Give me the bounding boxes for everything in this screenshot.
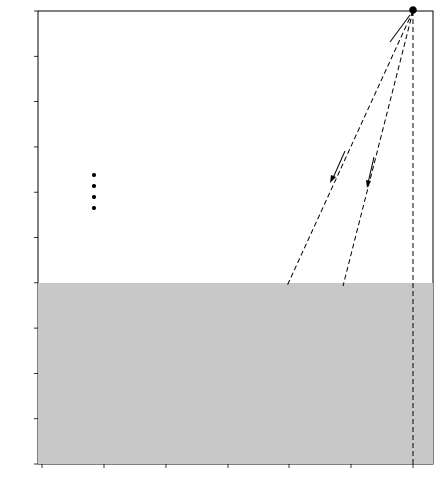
p-arrowhead [366, 180, 371, 188]
legend-bullet-sv-p [92, 206, 96, 210]
sv-raypath [287, 11, 413, 286]
legend-bullet-p-sv [92, 184, 96, 188]
source-leader-line [390, 15, 410, 42]
y-axis [34, 11, 38, 464]
vibrator-source-marker [409, 6, 417, 14]
p-raypath [343, 11, 413, 286]
x-axis [42, 464, 413, 468]
legend-bullet-p-p [92, 173, 96, 177]
seismic-background [38, 283, 433, 464]
image-type-legend [92, 173, 96, 210]
legend-bullet-sv-sv [92, 195, 96, 199]
seismic-data-panel [38, 283, 433, 464]
p-direction-arrow [368, 157, 374, 183]
